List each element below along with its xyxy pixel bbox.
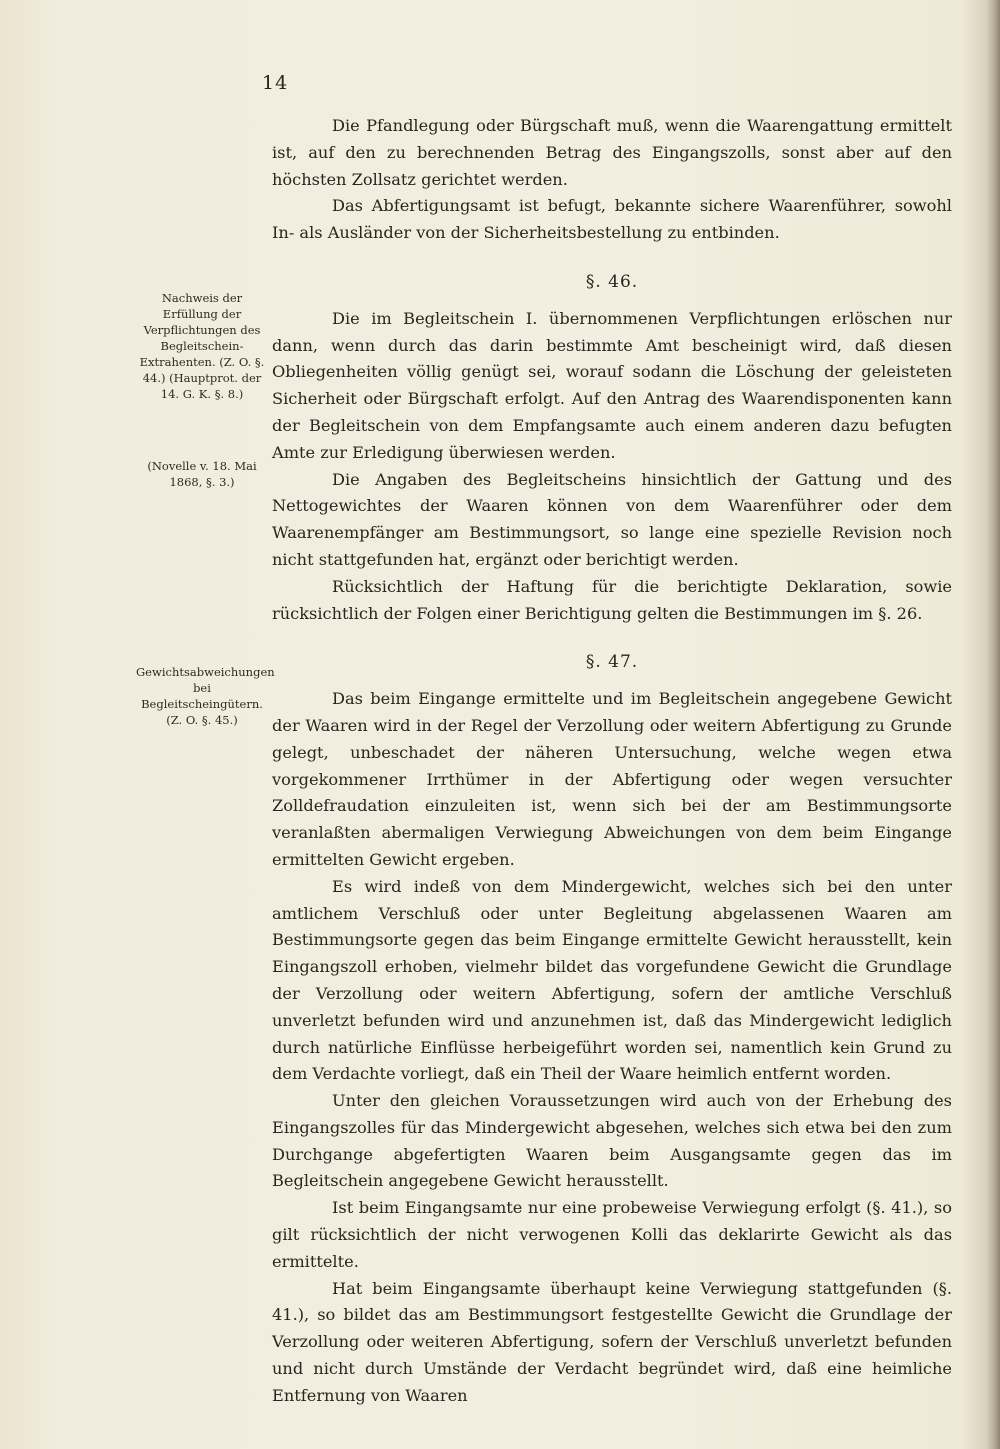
paragraph-47-1: Das beim Eingange ermittelte und im Begleitschein angegebene Gewicht der Waaren wird in der Regel der Verzollung oder weitern Abfertigung zu Grunde gelegt, unbeschadet der näheren Untersuchung, welche wegen etwa vorgekommener Irrthümer in der Abfertigung oder wegen versuchter Zolldefraudation einzuleiten ist, wenn sich bei der am Bestimmungsorte veranlaßten abermaligen Verwiegung Abweichungen von dem beim Eingange ermittelten Gewicht ergeben. <box>272 689 952 869</box>
main-text <box>272 113 952 1410</box>
section-heading-47: §. 47. <box>585 652 639 673</box>
margin-note-proof-of-fulfilment: Nachweis der Erfüllung der Verpflichtungen des Begleitschein-Extrahenten. (Z. O. §. 44.) (Hauptprot. der 14. G. K. §. 8.) <box>139 291 265 401</box>
paragraph-46-3: Rücksichtlich der Haftung für die berichtigte Deklaration, sowie rücksichtlich der Folgen einer Berichtigung gelten die Bestimmungen im §. 26. <box>272 576 952 623</box>
paragraph-intro-1: Die Pfandlegung oder Bürgschaft muß, wenn die Waarengattung ermittelt ist, auf den zu berechnenden Betrag des Eingangszolls, sonst aber auf den höchsten Zollsatz gerichtet werden. <box>272 116 952 189</box>
paragraph-46-2: Die Angaben des Begleitscheins hinsichtlich der Gattung und des Nettogewichtes der Waaren können von dem Waarenführer oder dem Waarenempfänger am Bestimmungsort, so lange eine spezielle Revision noch nicht stattgefunden hat, ergänzt oder berichtigt werden. <box>272 469 952 569</box>
section-heading-46: §. 46. <box>585 271 639 292</box>
paragraph-47-5: Hat beim Eingangsamte überhaupt keine Verwiegung stattgefunden (§. 41.), so bildet das am Bestimmungsort festgestellte Gewicht die Grundlage der Verzollung oder weiteren Abfertigung, sofern der Verschluß unverletzt befunden und nicht durch Umstände der Verdacht begründet wird, daß eine heimliche Entfernung von Waaren <box>272 1278 952 1405</box>
margin-note-weight-deviations: Gewichtsabweichungen bei Begleitscheingütern. (Z. O. §. 45.) <box>136 665 275 727</box>
page-number: 14 <box>262 72 289 94</box>
margin-note-amendment: (Novelle v. 18. Mai 1868, §. 3.) <box>147 459 257 489</box>
paragraph-47-2: Es wird indeß von dem Mindergewicht, welches sich bei den unter amtlichem Verschluß oder unter Begleitung abgelassenen Waaren am Bestimmungsorte gegen das beim Eingange ermittelte Gewicht herausstellt, kein Eingangszoll erhoben, vielmehr bildet das vorgefundene Gewicht die Grundlage der Verzollung oder weitern Abfertigung, sofern der amtliche Verschluß unverletzt befunden wird und anzunehmen ist, daß das Mindergewicht lediglich durch natürliche Einflüsse herbeigeführt worden sei, namentlich kein Grund zu dem Verdachte vorliegt, daß ein Theil der Waare heimlich entfernt worden. <box>272 876 952 1084</box>
paragraph-47-3: Unter den gleichen Voraussetzungen wird auch von der Erhebung des Eingangszolles für das Mindergewicht abgesehen, welches sich etwa bei den zum Durchgange abgefertigten Waaren beim Ausgangsamte gegen das im Begleitschein angegebene Gewicht herausstellt. <box>272 1091 952 1191</box>
paragraph-46-1: Die im Begleitschein I. übernommenen Verpflichtungen erlöschen nur dann, wenn durch das darin bestimmte Amt bescheinigt wird, daß diesen Obliegenheiten völlig genügt sei, worauf sodann die Löschung der geleisteten Sicherheit oder Bürgschaft erfolgt. Auf den Antrag des Waarendisponenten kann der Begleitschein von dem Empfangsamte auch einem anderen dazu befugten Amte zur Erledigung überwiesen werden. <box>272 308 952 462</box>
page-edge-shadow <box>986 0 1000 1449</box>
paragraph-47-4: Ist beim Eingangsamte nur eine probeweise Verwiegung erfolgt (§. 41.), so gilt rücksichtlich der nicht verwogenen Kolli das deklarirte Gewicht als das ermittelte. <box>272 1198 952 1271</box>
paragraph-intro-2: Das Abfertigungsamt ist befugt, bekannte sichere Waarenführer, sowohl In- als Ausländer von der Sicherheitsbestellung zu entbinden. <box>272 196 952 243</box>
